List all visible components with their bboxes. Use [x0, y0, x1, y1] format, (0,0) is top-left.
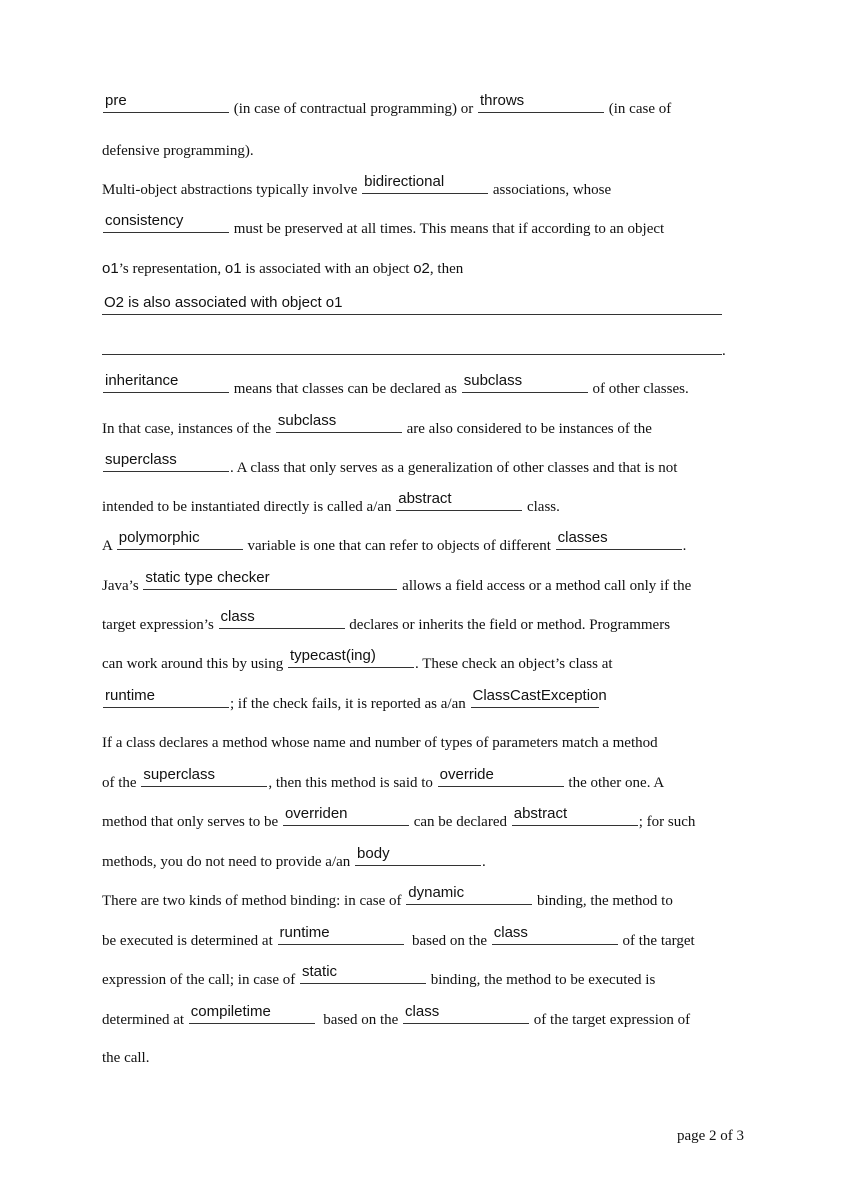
blank-overriden[interactable] [283, 805, 409, 826]
p1-line1 [102, 92, 672, 119]
page-number: page 2 of 3 [676, 1128, 744, 1144]
p2-line5 [102, 340, 726, 361]
sentence-text: allows a field access or a method call only if the [398, 578, 692, 594]
answer-text: O2 is also associated with object o1 [104, 294, 343, 311]
p3-line2 [102, 412, 652, 439]
p4-line2 [102, 569, 692, 596]
sentence-text: . [722, 343, 726, 359]
sentence-text: determined at [102, 1012, 188, 1028]
sentence-text: class. [523, 499, 560, 515]
sentence-text: of other classes. [588, 381, 689, 397]
sentence-text: defensive programming). [102, 143, 254, 159]
sentence-text: . These check an object’s class at [414, 656, 613, 672]
p4-line3 [102, 608, 671, 635]
answer-text: bidirectional [364, 173, 445, 190]
answer-text: typecast(ing) [289, 647, 376, 664]
sentence-text: is associated with an object [241, 261, 414, 277]
answer-text: override [439, 766, 494, 783]
sentence-text: There are two kinds of method binding: in case of [102, 893, 406, 909]
p6-line3 [102, 963, 656, 990]
sentence-text: of the target expression of [530, 1012, 691, 1028]
p6-line1 [102, 884, 673, 911]
sentence-text: are also considered to be instances of the [402, 421, 652, 437]
p4-line5 [102, 687, 607, 714]
p5-line1 [102, 733, 658, 753]
sentence-text: method that only serves to be [102, 814, 282, 830]
blank-superclass-2[interactable] [141, 766, 267, 787]
blank-runtime-2[interactable] [278, 924, 404, 945]
answer-text: class [493, 924, 528, 941]
p3-line4 [102, 490, 560, 517]
p5-line4 [102, 845, 486, 872]
sentence-text: declares or inherits the field or method. Programmers [345, 617, 671, 633]
sentence-text: can be declared [409, 814, 511, 830]
answer-text: superclass [105, 451, 177, 468]
blank-subclass-2[interactable] [276, 412, 402, 433]
blank-class-3[interactable] [403, 1003, 529, 1024]
sentence-text: of the target [618, 933, 695, 949]
sentence-text: methods, you do not need to provide a/an [102, 854, 355, 870]
answer-text: classes [557, 529, 608, 546]
blank-superclass[interactable] [103, 451, 229, 472]
answer-text: compiletime [190, 1003, 271, 1020]
sentence-text: , then [429, 261, 464, 277]
object-name: o1 [224, 260, 242, 277]
blank-consistency[interactable] [103, 212, 229, 233]
p2-line3 [102, 259, 463, 279]
answer-text: class [220, 608, 255, 625]
sentence-text: must be preserved at all times. This means that if according to an object [230, 221, 665, 237]
blank-abstract[interactable] [396, 490, 522, 511]
sentence-text: Java’s [102, 578, 143, 594]
sentence-text: variable is one that can refer to objects of different [243, 538, 555, 554]
p4-line1 [102, 529, 687, 556]
sentence-text: Multi-object abstractions typically involve [102, 182, 362, 198]
sentence-text: can work around this by using [102, 656, 287, 672]
blank-polymorphic[interactable] [117, 529, 243, 550]
sentence-text: If a class declares a method whose name and number of types of parameters match a method [102, 735, 658, 751]
sentence-text: associations, whose [489, 182, 612, 198]
sentence-text: , then this method is said to [268, 775, 437, 791]
blank-body[interactable] [355, 845, 481, 866]
blank-bidirectional[interactable] [362, 173, 488, 194]
p6-line5 [102, 1048, 149, 1068]
p2-line1 [102, 173, 612, 200]
sentence-text: means that classes can be declared as [230, 381, 461, 397]
answer-text: inheritance [105, 372, 179, 389]
blank-runtime[interactable] [103, 687, 229, 708]
answer-text: consistency [105, 212, 184, 229]
answer-text: superclass [143, 766, 216, 783]
blank-override[interactable] [438, 766, 564, 787]
object-name: o1 [102, 260, 119, 277]
answer-text: subclass [277, 412, 337, 429]
blank-subclass[interactable] [462, 372, 588, 393]
p5-line3 [102, 805, 696, 832]
blank-pre[interactable] [103, 92, 229, 113]
blank-throws[interactable] [478, 92, 604, 113]
blank-long-answer-2[interactable] [102, 340, 722, 355]
p3-line1 [102, 372, 689, 399]
p3-line3 [102, 451, 678, 478]
answer-text: body [357, 845, 390, 862]
sentence-text: expression of the call; in case of [102, 972, 300, 988]
answer-text: pre [105, 92, 127, 109]
sentence-text: be executed is determined at [102, 933, 277, 949]
blank-dynamic[interactable] [406, 884, 532, 905]
sentence-text: ; if the check fails, it is reported as a/an [230, 696, 470, 712]
answer-text: abstract [398, 490, 452, 507]
sentence-text: intended to be instantiated directly is called a/an [102, 499, 396, 515]
blank-classes[interactable] [556, 529, 682, 550]
sentence-text: . A class that only serves as a generalization of other classes and that is not [230, 460, 678, 476]
answer-text: throws [480, 92, 525, 109]
sentence-text: (in case of [605, 101, 672, 117]
answer-text: static type checker [145, 569, 270, 586]
sentence-text: ; for such [638, 814, 696, 830]
answer-text: dynamic [408, 884, 465, 901]
p2-line4 [102, 294, 722, 321]
object-name: o2 [413, 260, 430, 277]
sentence-text: (in case of contractual programming) or [230, 101, 477, 117]
p6-line2 [102, 924, 695, 951]
answer-text: abstract [513, 805, 568, 822]
p6-line4 [102, 1003, 691, 1030]
p2-line2 [102, 212, 665, 239]
sentence-text: . [682, 538, 687, 554]
blank-static-type-checker[interactable] [143, 569, 397, 590]
answer-text: static [302, 963, 338, 980]
sentence-text: . [482, 854, 486, 870]
sentence-text: In that case, instances of the [102, 421, 275, 437]
blank-classcastexception[interactable] [471, 687, 607, 708]
answer-text: runtime [279, 924, 330, 941]
answer-text: runtime [105, 687, 156, 704]
p4-line4 [102, 647, 613, 674]
blank-class[interactable] [219, 608, 345, 629]
sentence-text: of the [102, 775, 141, 791]
answer-text: polymorphic [118, 529, 200, 546]
sentence-text: ’s representation, [118, 261, 225, 277]
blank-abstract-2[interactable] [512, 805, 638, 826]
blank-static[interactable] [300, 963, 426, 984]
sentence-text: based on the [315, 1012, 403, 1028]
answer-text: ClassCastException [472, 687, 607, 704]
sentence-text: A [102, 538, 116, 554]
answer-text: subclass [463, 372, 523, 389]
sentence-text: binding, the method to [533, 893, 673, 909]
sentence-text: the other one. A [564, 775, 665, 791]
blank-class-2[interactable] [492, 924, 618, 945]
sentence-text: based on the [404, 933, 491, 949]
blank-long-answer[interactable] [102, 294, 722, 315]
p1-line2 [102, 141, 254, 161]
answer-text: overriden [284, 805, 348, 822]
blank-compiletime[interactable] [189, 1003, 315, 1024]
sentence-text: target expression’s [102, 617, 218, 633]
answer-text: class [405, 1003, 440, 1020]
sentence-text: the call. [102, 1050, 150, 1066]
blank-inheritance[interactable] [103, 372, 229, 393]
p5-line2 [102, 766, 665, 793]
sentence-text: binding, the method to be executed is [427, 972, 656, 988]
blank-typecasting[interactable] [288, 647, 414, 668]
